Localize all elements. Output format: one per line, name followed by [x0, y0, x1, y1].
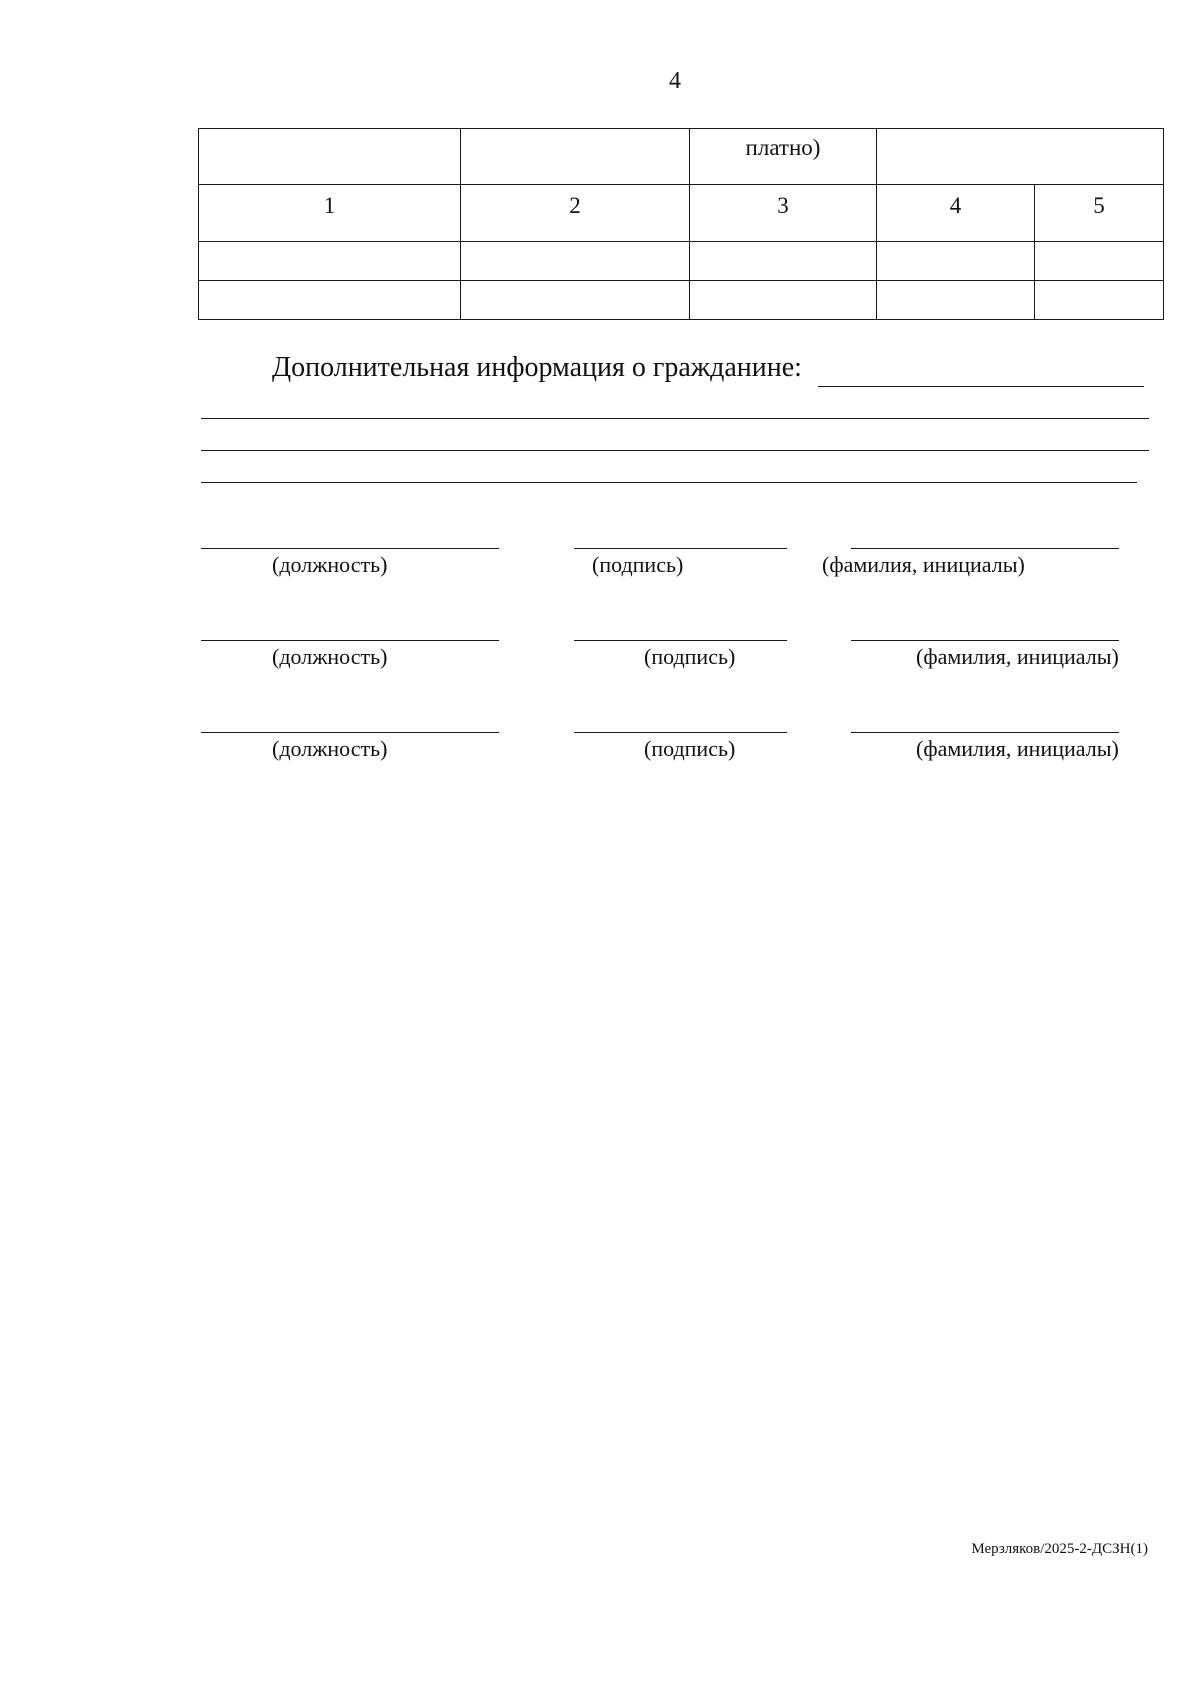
data-table: [198, 128, 1164, 320]
table-cell[interactable]: [1035, 242, 1164, 281]
column-number: 2: [569, 193, 581, 218]
additional-info-line[interactable]: [201, 418, 1149, 419]
signature-caption: (подпись): [592, 552, 684, 577]
table-header-cell: [199, 129, 461, 185]
additional-info-field[interactable]: [818, 386, 1144, 387]
table-cell[interactable]: [461, 281, 690, 320]
position-line[interactable]: [201, 732, 499, 733]
name-caption: (фамилия, инициалы): [822, 552, 1025, 577]
table-cell[interactable]: [199, 281, 461, 320]
name-line[interactable]: [851, 548, 1119, 549]
position-caption: (должность): [272, 552, 388, 577]
table-cell[interactable]: [1035, 281, 1164, 320]
column-number: 3: [777, 193, 789, 218]
page-number: 4: [669, 68, 681, 94]
position-line[interactable]: [201, 548, 499, 549]
name-caption: (фамилия, инициалы): [916, 644, 1119, 669]
table-row: [199, 242, 1164, 281]
table-cell[interactable]: [877, 281, 1035, 320]
signature-line[interactable]: [574, 548, 787, 549]
column-number: 4: [949, 193, 962, 218]
table-cell[interactable]: [690, 242, 877, 281]
position-caption: (должность): [272, 736, 388, 761]
document-code: Мерзляков/2025-2-ДСЗН(1): [971, 1541, 1148, 1557]
name-line[interactable]: [851, 640, 1119, 641]
name-caption: (фамилия, инициалы): [916, 736, 1119, 761]
column-number-cell: [1035, 185, 1164, 242]
table-header-row: [199, 129, 1164, 185]
position-caption: (должность): [272, 644, 388, 669]
table-row: [199, 281, 1164, 320]
column-number-cell: [690, 185, 877, 242]
additional-info-line[interactable]: [201, 450, 1149, 451]
name-line[interactable]: [851, 732, 1119, 733]
additional-info-label: Дополнительная информация о гражданине:: [272, 352, 802, 383]
column-number-cell: [461, 185, 690, 242]
signature-line[interactable]: [574, 640, 787, 641]
table-cell[interactable]: [461, 242, 690, 281]
column-number: 1: [323, 193, 336, 218]
column-number-cell: [877, 185, 1035, 242]
column-number-cell: [199, 185, 461, 242]
table-header-fragment: платно): [745, 135, 821, 160]
table-header-cell: [877, 129, 1164, 185]
signature-caption: (подпись): [644, 736, 736, 761]
signature-caption: (подпись): [644, 644, 736, 669]
table-header-cell: [461, 129, 690, 185]
table-cell[interactable]: [877, 242, 1035, 281]
additional-info-line[interactable]: [201, 482, 1137, 483]
table-cell[interactable]: [690, 281, 877, 320]
position-line[interactable]: [201, 640, 499, 641]
table-header-cell: [690, 129, 877, 185]
column-number: 5: [1093, 193, 1105, 218]
signature-line[interactable]: [574, 732, 787, 733]
table-cell[interactable]: [199, 242, 461, 281]
table-number-row: [199, 185, 1164, 242]
